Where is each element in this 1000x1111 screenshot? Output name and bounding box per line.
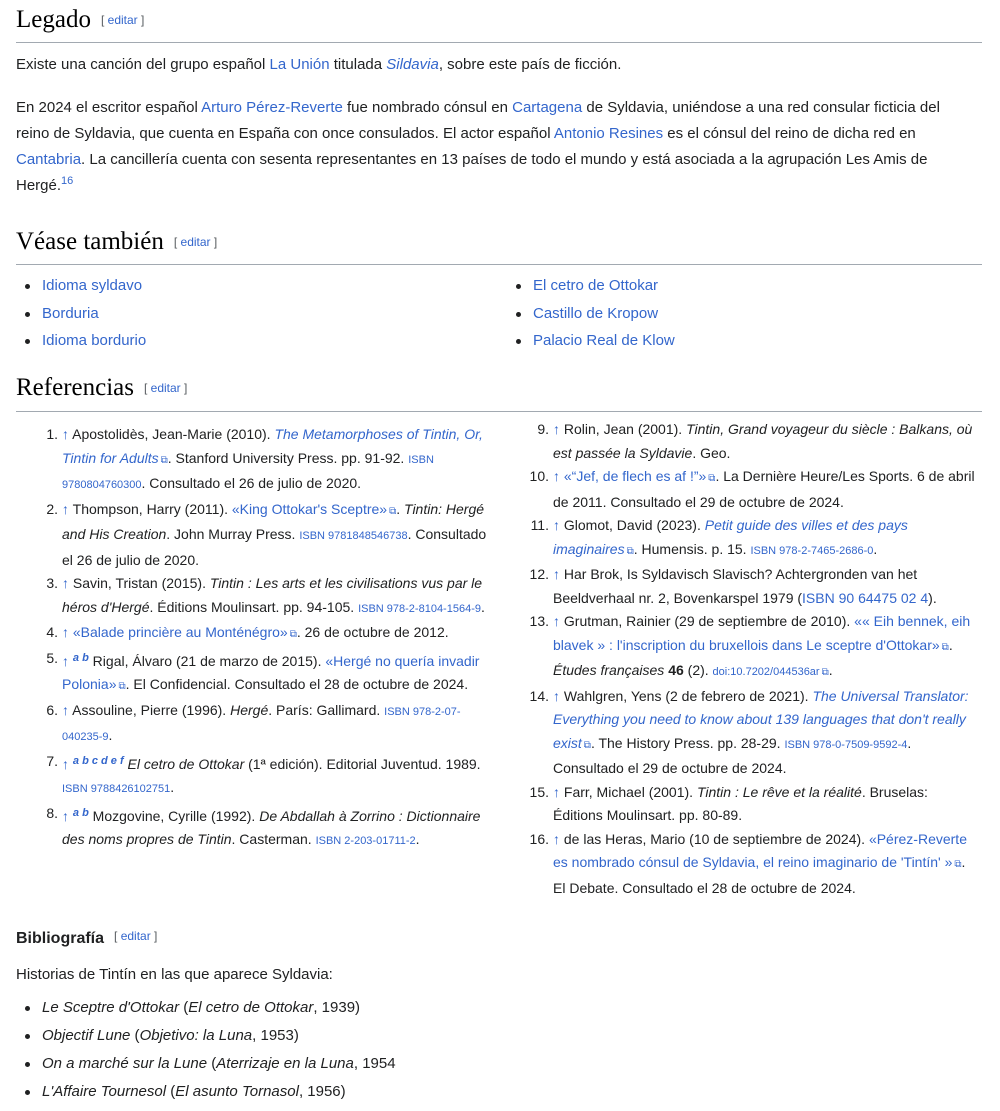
reference-item: 2. ↑ Thompson, Harry (2011). «King Ottokar's Sceptre» ⧉. Tintin: Hergé and His Creation. John Murray Press. ISBN 9781848546738. Consultado el 26 de julio de 2020. [46,500,487,568]
link-la-union[interactable]: La Unión [269,56,330,73]
external-link-icon: ⧉ [941,641,949,653]
link-cantabria[interactable]: Cantabria [16,151,82,168]
list-item: On a marché sur la Lune (Aterrizaje en la Luna, 1954 [16,1050,396,1078]
reference-item: 10. ↑ «“Jef, de flech es af !”» ⧉. La Dernière Heure/Les Sports. 6 de abril de 2011. Consultado el 29 de octubre de 2024. [529,468,975,510]
external-link-icon: ⧉ [160,454,168,466]
references-list-right [507,418,975,900]
bibliography-list [16,994,396,1106]
edit-section-link[interactable]: [ editar ] [173,235,218,249]
external-link-icon: ⧉ [389,505,397,517]
reference-item: 1. ↑ Apostolidès, Jean-Marie (2010). The Metamorphoses of Tintin, Or, Tintin for Adults ⧉. Stanford University Press. pp. 91-92. ISBN 9780804760300. Consultado el 26 de julio de 2020. [46,426,483,491]
reference-item: 6. ↑ Assouline, Pierre (1996). Hergé. París: Gallimard. ISBN 978-2-07-040235-9. [46,701,461,743]
external-link-icon: ⧉ [626,545,634,557]
list-item: Le Sceptre d'Ottokar (El cetro de Ottokar, 1939) [16,994,396,1022]
heading-text: Referencias [16,374,134,401]
paragraph-legado-1: Existe una canción del grupo español La Unión titulada Sildavia, sobre este país de ficción. [16,56,622,73]
see-also-list-right [507,272,987,355]
list-item: Idioma syldavo [16,272,496,300]
reference-item: 4. ↑ «Balade princière au Monténégro» ⧉. 26 de octubre de 2012. [16,621,488,647]
reference-16-link[interactable]: 16 [61,175,74,187]
reference-item: 16. ↑ de las Heras, Mario (10 de septiembre de 2024). «Pérez-Reverte es nombrado cónsul de Syldavia, el reino imaginario de 'Tintín' » ⧉. El Debate. Consultado el 28 de octubre de 2024. [529,830,967,896]
link-cartagena[interactable]: Cartagena [512,99,583,116]
list-item: Objectif Lune (Objetivo: la Luna, 1953) [16,1022,396,1050]
references-list-left [16,423,488,854]
external-link-icon: ⧉ [954,859,962,870]
external-link-icon: ⧉ [583,739,591,751]
heading-text: Legado [16,6,91,33]
edit-section-link[interactable]: [ editar ] [100,13,145,27]
paragraph-legado-2: En 2024 el escritor español Arturo Pérez-Reverte fue nombrado cónsul en Cartagena de Syldavia, uniéndose a una red consular ficticia del reino de Syldavia, que cuenta en España con once consulados. El actor español Antonio Resines es el cónsul del reino de dicha red en Cantabria. La cancillería cuenta con sesenta representantes en 13 países de todo el mundo y está asociada a la agrupación Les Amis de Hergé.$^{16}$ [16,99,940,194]
reference-item: 12. ↑ Har Brok, Is Syldavisch Slavisch? Achtergronden van het Beeldverhaal nr. 2, Bovenkarspel 1979 (ISBN 90 64475 02 4). [529,566,937,606]
list-item: El cetro de Ottokar [507,272,987,300]
external-link-icon: ⧉ [821,667,829,678]
external-link-icon: ⧉ [289,629,297,640]
reference-item: 13. ↑ Grutman, Rainier (29 de septiembre de 2010). «« Eih bennek, eih blavek » : l'inscription du bruxellois dans Le sceptre d'Ottokar» ⧉. Études françaises 46 (2). doi:10.7202/044536ar ⧉. [507,610,975,685]
section-heading-legado [16,6,982,43]
list-item: Castillo de Kropow [507,300,987,328]
bibliography-intro: Historias de Tintín en las que aparece Syldavia: [16,966,333,983]
edit-section-link[interactable]: [ editar ] [114,929,158,943]
list-item: L'Affaire Tournesol (El asunto Tornasol, 1956) [16,1078,396,1106]
reference-item: 3. ↑ Savin, Tristan (2015). Tintin : Les arts et les civilisations vus par le héros d'Hergé. Éditions Moulinsart. pp. 94-105. ISBN 978-2-8104-1564-9. [46,575,485,615]
section-heading-referencias [16,374,982,412]
list-item: Idioma bordurio [16,327,496,355]
external-link-icon: ⧉ [118,681,126,692]
heading-text: Véase también [16,228,164,255]
link-antonio-resines[interactable]: Antonio Resines [553,125,664,142]
reference-item: 15. ↑ Farr, Michael (2001). Tintin : Le rêve et la réalité. Bruselas: Éditions Moulinsart. pp. 80-89. [529,783,928,823]
reference-item: 5. ↑ $^{a b}$ Rigal, Álvaro (21 de marzo de 2015). «Hergé no quería invadir Polonia» ⧉. El Confidencial. Consultado el 28 de octubre de 2024. [16,647,488,699]
section-heading-vease-tambien [16,228,982,265]
section-heading-bibliografia [16,929,157,948]
list-item: Palacio Real de Klow [507,327,987,355]
edit-section-link[interactable]: [ editar ] [143,381,188,395]
link-arturo-perez-reverte[interactable]: Arturo Pérez-Reverte [201,99,343,116]
reference-item: 14. ↑ Wahlgren, Yens (2 de febrero de 2021). The Universal Translator: Everything you need to know about 139 languages that don't really exist ⧉. The History Press. pp. 28-29. ISBN 978-0-7509-9592-4. Consultado el 29 de octubre de 2024. [529,687,969,776]
link-sildavia[interactable]: Sildavia [386,56,439,73]
reference-item: 7. ↑ $^{a b c d e f}$ El cetro de Ottokar (1ª edición). Editorial Juventud. 1989. ISBN 9788426102751. [46,752,481,795]
heading-text: Bibliografía [16,930,105,947]
see-also-list-left [16,272,496,355]
reference-item: 9. ↑ Rolin, Jean (2001). Tintin, Grand voyageur du siècle : Balkans, où est passée la Syldavie. Geo. [537,421,973,461]
list-item: Borduria [16,300,496,328]
reference-item: 11. ↑ Glomot, David (2023). Petit guide des villes et des pays imaginaires ⧉. Humensis. p. 15. ISBN 978-2-7465-2686-0. [507,514,975,563]
external-link-icon: ⧉ [708,473,716,484]
reference-item: 8. ↑ $^{a b}$ Mozgovine, Cyrille (1992). De Abdallah à Zorrino : Dictionnaire des noms propres de Tintin. Casterman. ISBN 2-203-01711-2. [46,804,481,847]
